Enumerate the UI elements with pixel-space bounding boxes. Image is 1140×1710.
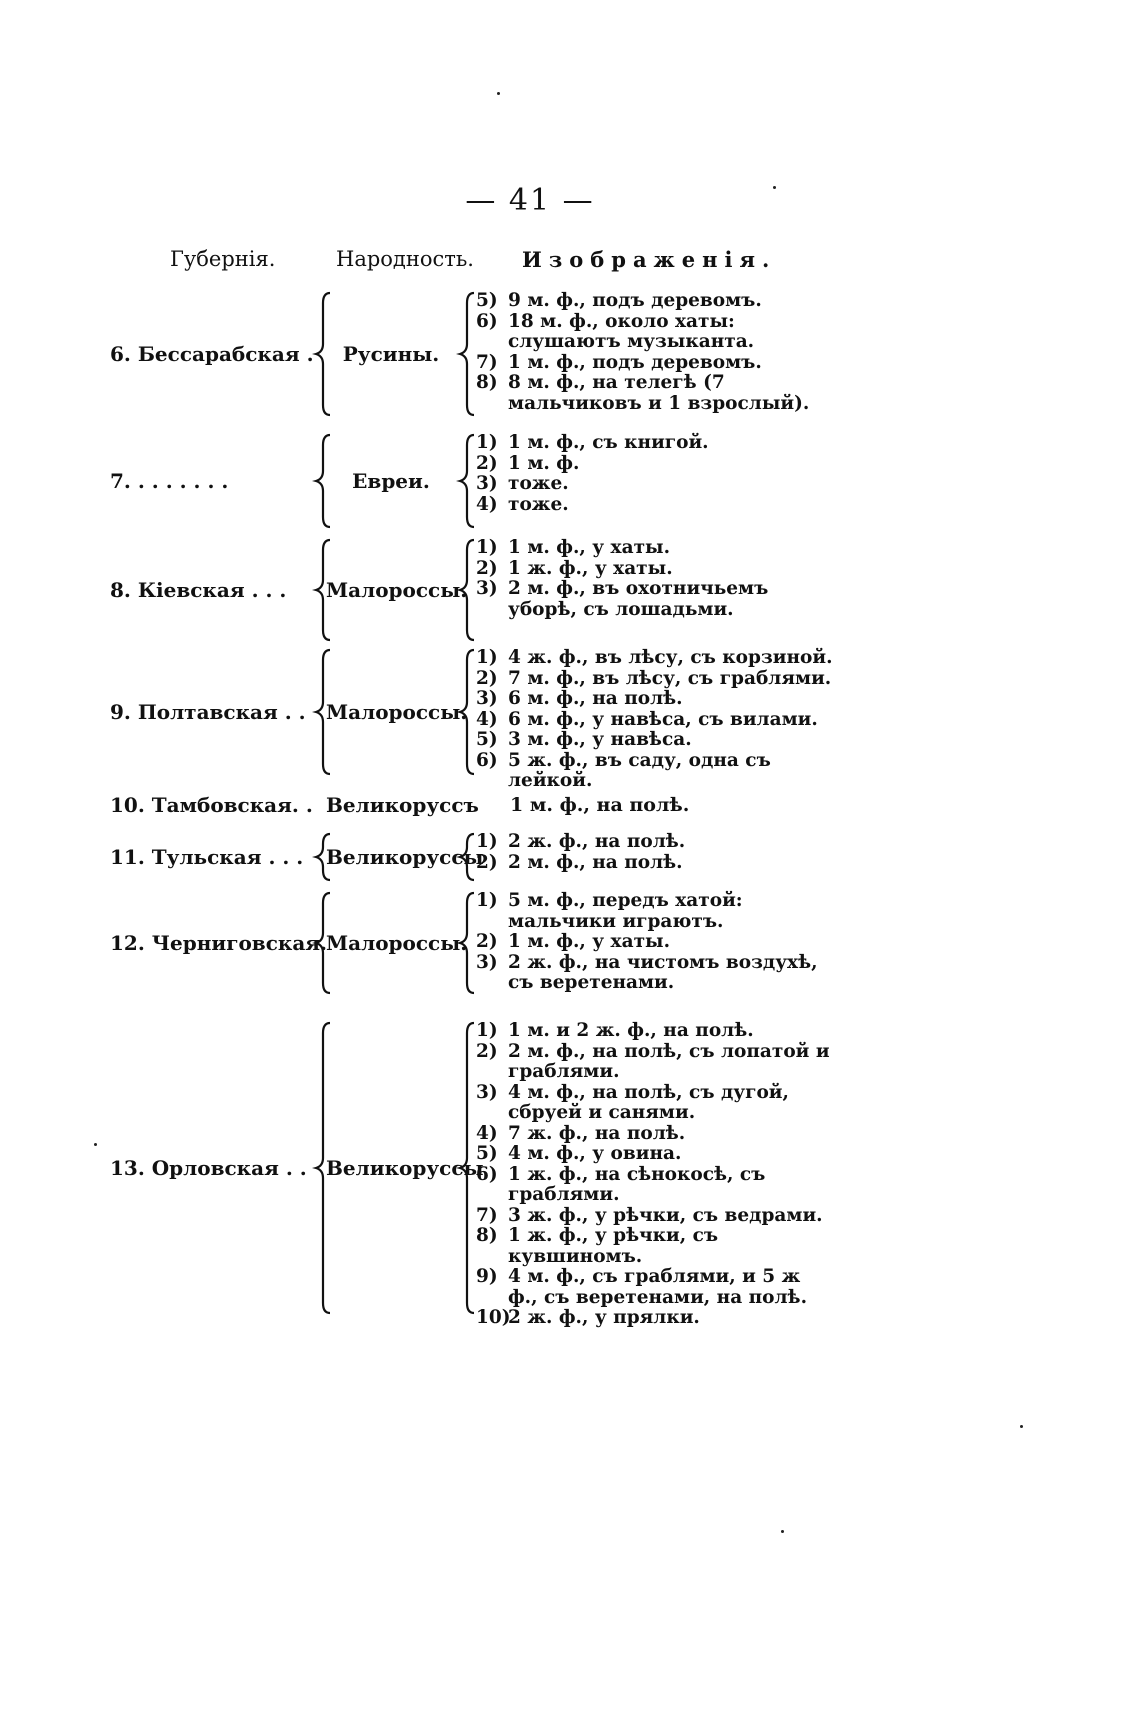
page-number: — 41 — [465,183,595,218]
item-text: 2 м. ф., на полѣ. [508,851,683,873]
brace-icon [314,1021,332,1315]
izobrazhenia-list [476,832,836,873]
gubernia-cell: 12. Черниговская. [110,931,328,955]
izobrazhenie-item [476,579,836,620]
item-number: 8) [476,1225,498,1246]
item-text: тоже. [508,493,569,515]
izobrazhenie-item [476,559,836,580]
izobrazhenie-item [476,669,836,690]
paper-speck [781,1530,784,1533]
item-number: 2) [476,1040,498,1062]
item-number: 5) [476,1143,498,1164]
item-text: 2 м. ф., въ охотничьемъ уборѣ, съ лошадьми. [508,578,769,620]
brace-icon [458,832,476,882]
item-text: 1 ж. ф., у хаты. [508,557,673,579]
item-text: 1 м. ф., у хаты. [508,537,671,558]
item-text: 1 м. ф., у хаты. [508,931,671,952]
brace-icon [458,433,476,529]
izobrazhenie-item [476,1144,836,1165]
izobrazhenie-item [476,353,836,374]
item-text: 5 м. ф., передъ хатой: мальчики играютъ. [508,890,743,932]
izobrazhenie-item [476,1267,836,1308]
header-izobrazhenia: Изображенія. [522,247,777,272]
narodnost-cell: Великоруссы [326,1156,484,1180]
izobrazhenie-item [476,454,836,475]
item-text: 1 м. и 2 ж. ф., на полѣ. [508,1020,754,1041]
item-text: 1 ж. ф., на сѣнокосѣ, съ граблями. [508,1163,766,1205]
izobrazhenie-item [476,373,836,414]
izobrazhenia-list [476,648,836,792]
izobrazhenie-item [476,291,836,312]
brace-icon [314,538,332,642]
item-number: 4) [476,1122,498,1144]
izobrazhenie-item [476,832,836,853]
item-number: 3) [476,688,498,709]
item-text: 3 ж. ф., у рѣчки, съ ведрами. [508,1204,823,1226]
item-number: 6) [476,310,498,332]
item-text: 4 ж. ф., въ лѣсу, съ корзиной. [508,647,833,668]
gubernia-cell: 7. . . . . . . . [110,469,229,493]
item-text: 2 ж. ф., на полѣ. [508,831,686,852]
item-number: 5) [476,290,498,311]
izobrazhenie-item [476,1206,836,1227]
brace-icon [458,1021,476,1315]
izobrazhenie-item [476,312,836,353]
izobrazhenie-item [476,648,836,669]
izobrazhenie-item [476,1308,836,1329]
item-number: 2) [476,667,498,689]
paper-speck [94,1143,97,1146]
izobrazhenie-item [476,1226,836,1267]
izobrazhenie-item [476,433,836,454]
item-number: 1) [476,537,498,558]
narodnost-cell: Малороссы. [326,578,468,602]
gubernia-cell: 11. Тульская . . . [110,845,304,869]
brace-icon [314,433,332,529]
header-narodnost: Народность. [336,247,474,271]
item-number: 2) [476,557,498,579]
izobrazhenie-item [476,689,836,710]
item-number: 1) [476,890,498,911]
item-number: 3) [476,951,498,973]
item-number: 3) [476,473,498,494]
item-text: 1 м. ф., съ книгой. [508,432,709,453]
izobrazhenia-list [476,1021,836,1329]
izobrazhenie-item [476,1124,836,1145]
item-number: 1) [476,432,498,453]
izobrazhenie-item [476,953,836,994]
izobrazhenie-item [476,1042,836,1083]
narodnost-cell: Малороссы. [326,700,468,724]
item-number: 4) [476,708,498,730]
item-number: 2) [476,931,498,952]
item-text: 7 м. ф., въ лѣсу, съ граблями. [508,667,832,689]
narodnost-cell: Евреи. [352,469,430,493]
item-text: 6 м. ф., у навѣса, съ вилами. [508,708,818,730]
item-number: 1) [476,647,498,668]
item-text: 4 м. ф., у овина. [508,1143,682,1164]
item-text: 1 м. ф., подъ деревомъ. [508,351,762,373]
paper-speck [497,92,500,95]
item-text: 8 м. ф., на телегѣ (7 мальчиковъ и 1 взрослый). [508,372,810,414]
izobrazhenie-item [476,853,836,874]
narodnost-cell: Малороссы. [326,931,468,955]
item-text: 5 ж. ф., въ саду, одна съ лейкой. [508,749,771,791]
item-number: 10) [476,1307,511,1328]
narodnost-cell: Великоруссы [326,845,484,869]
item-number: 3) [476,578,498,599]
izobrazhenie-item [476,710,836,731]
brace-icon [458,648,476,776]
gubernia-cell: 8. Кіевская . . . [110,578,287,602]
narodnost-cell: Русины. [342,342,440,366]
item-number: 6) [476,1163,498,1185]
item-number: 3) [476,1081,498,1103]
brace-icon [458,291,476,417]
paper-speck [773,186,776,189]
izobrazhenie-item [476,538,836,559]
brace-icon [314,891,332,995]
item-text: 2 м. ф., на полѣ, съ лопатой и граблями. [508,1040,830,1082]
izobrazhenie-item [476,495,836,516]
item-number: 5) [476,729,498,750]
gubernia-cell: 10. Тамбовская. . [110,793,313,817]
item-number: 7) [476,351,498,373]
brace-icon [314,832,332,882]
gubernia-cell: 6. Бессарабская . [110,342,314,366]
izobrazhenia-list [476,433,836,515]
item-text: 18 м. ф., около хаты: слушаютъ музыканта. [508,310,755,352]
brace-icon [458,538,476,642]
item-text: 4 м. ф., на полѣ, съ дугой, сбруей и санями. [508,1081,789,1123]
brace-icon [458,891,476,995]
izobrazhenia-list [476,891,836,994]
izobrazhenie-item [476,474,836,495]
item-number: 8) [476,372,498,393]
item-number: 9) [476,1266,498,1287]
item-number: 2) [476,452,498,474]
header-gubernia: Губернія. [170,247,276,271]
brace-icon [314,648,332,776]
izobrazhenie-item [476,1165,836,1206]
item-number: 4) [476,493,498,515]
item-text: 1 ж. ф., у рѣчки, съ кувшиномъ. [508,1225,719,1267]
item-text: 6 м. ф., на полѣ. [508,688,683,709]
item-text: тоже. [508,473,569,494]
izobrazhenie-item [476,1021,836,1042]
item-text: 4 м. ф., съ граблями, и 5 ж ф., съ веретенами, на полѣ. [508,1266,808,1308]
izobrazhenie-item: 1 м. ф., на полѣ. [510,794,690,816]
item-number: 2) [476,851,498,873]
izobrazhenie-item [476,730,836,751]
item-number: 1) [476,1020,498,1041]
gubernia-cell: 13. Орловская . . [110,1156,307,1180]
paper-speck [1020,1425,1023,1428]
item-number: 7) [476,1204,498,1226]
izobrazhenie-item [476,891,836,932]
izobrazhenia-list [476,538,836,620]
izobrazhenie-item [476,751,836,792]
gubernia-cell: 9. Полтавская . . [110,700,306,724]
item-text: 9 м. ф., подъ деревомъ. [508,290,762,311]
narodnost-cell: Великоруссъ [326,793,479,817]
item-text: 2 ж. ф., у прялки. [508,1307,700,1328]
izobrazhenie-item [476,932,836,953]
brace-icon [314,291,332,417]
item-text: 1 м. ф. [508,452,580,474]
izobrazhenie-item [476,1083,836,1124]
item-text: 7 ж. ф., на полѣ. [508,1122,686,1144]
item-number: 6) [476,749,498,771]
item-text: 2 ж. ф., на чистомъ воздухѣ, съ веретенами. [508,951,818,993]
item-text: 3 м. ф., у навѣса. [508,729,692,750]
item-number: 1) [476,831,498,852]
izobrazhenia-list [476,291,836,414]
